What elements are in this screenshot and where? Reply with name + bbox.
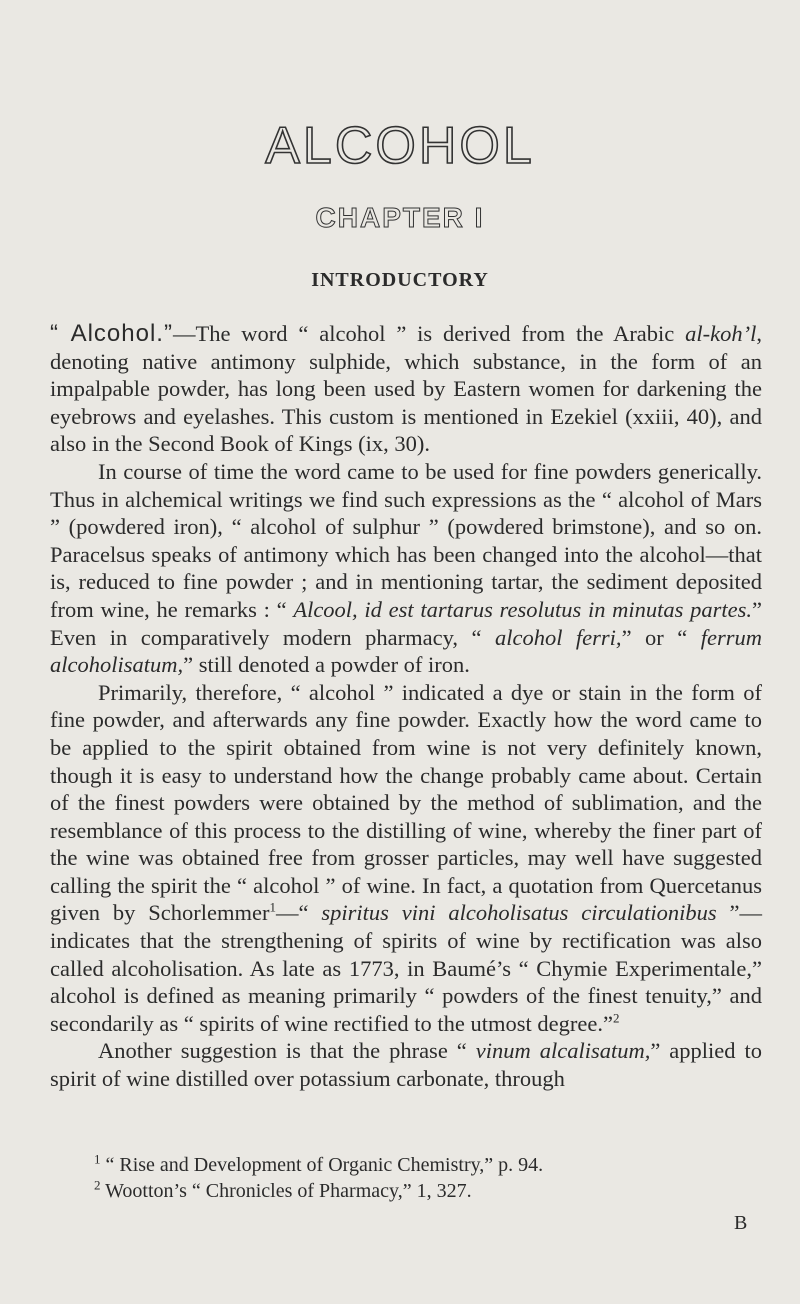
paragraph-3 (50, 679, 762, 1038)
text-run: Another suggestion is that the phrase “ (98, 1038, 476, 1064)
paragraph-2 (50, 458, 762, 679)
section-title: INTRODUCTORY (311, 269, 489, 291)
text-run: In course of time the word came to be used for fine powders generically. Thus in alchemical writings we find such expressions as the “ alcohol of Mars ” (powdered iron), “ alcohol of sulphur ” (powdered brimstone), and so on. Paracelsus speaks of antimony which has been changed into the alcohol—that is, reduced to fine powder ; and in mentioning tartar, the sediment deposited from wine, he remarks : “ (50, 458, 762, 622)
text-run: ” or “ (621, 624, 701, 650)
footnote-mark: 1 (94, 1151, 101, 1167)
paragraph-4 (50, 1037, 762, 1092)
text-run: ” still denoted a powder of iron. (183, 652, 470, 678)
text-run: ” Even in comparatively modern pharmacy, “ (50, 596, 762, 650)
footnote-mark: 2 (94, 1177, 101, 1193)
text-run: —The word “ alcohol ” is derived from the Arabic (172, 321, 686, 346)
footnote-2 (94, 1178, 774, 1204)
italic-run: al-koh’l (685, 321, 757, 346)
book-title: ALCOHOL (265, 117, 535, 175)
footnote-text: “ Rise and Development of Organic Chemistry,” p. 94. (100, 1154, 544, 1176)
footnote-reference: 2 (612, 1010, 620, 1026)
footnote-reference: 1 (269, 899, 276, 915)
text-run: Primarily, therefore, “ alcohol ” indicated a dye or stain in the form of fine powder, and afterwards any fine powder. Exactly how the word came to be applied to the spirit obtained from wine is not very definitely known, though it is easy to understand how the change probably came about. Certain of the finest powders were obtained by the method of sublimation, and the resemblance of this process to the distilling of wine, whereby the finer part of the wine was obtained free from grosser particles, may well have suggested calling the spirit the “ alcohol ” of wine. In fact, a quotation from Quercetanus given by Schorlemmer (50, 679, 762, 926)
italic-run: vinum alcalisatum, (475, 1038, 651, 1064)
signature-mark: B (734, 1212, 748, 1234)
footnote-text: Wootton’s “ Chronicles of Pharmacy,” 1, 327. (100, 1180, 472, 1202)
lead-word: “ Alcohol.” (50, 320, 173, 347)
text-run: ” applied to spirit of wine distilled over potassium carbonate, through (50, 1038, 763, 1092)
body-text (50, 320, 762, 1093)
text-run: ”—indicates that the strengthening of spirits of wine by rectification was also called alcoholisation. As late as 1773, in Baumé’s “ Chymie Experimentale,” alcohol is defined as meaning primarily “ powders of the finest tenuity,” and secondarily as “ spirits of wine rectified to the utmost degree.” (50, 900, 762, 1036)
italic-run: spiritus vini alcoholisatus circulationibus (321, 900, 717, 926)
chapter-heading: CHAPTER I (315, 202, 485, 233)
text-run: —“ (275, 900, 322, 926)
italic-run: Alcool, id est tartarus resolutus in minutas partes. (293, 596, 752, 622)
paragraph-1 (50, 320, 762, 458)
footnote-1 (94, 1152, 774, 1178)
footnotes (94, 1152, 774, 1204)
italic-run: ferrum alcoholisatum, (50, 624, 762, 678)
italic-run: alcohol ferri, (494, 624, 622, 650)
text-run: , denoting native antimony sulphide, which substance, in the form of an impalpable powder, has long been used by Eastern women for darkening the eyebrows and eyelashes. This custom is mentioned in Ezekiel (xxiii, 40), and also in the Second Book of Kings (ix, 30). (50, 321, 762, 457)
